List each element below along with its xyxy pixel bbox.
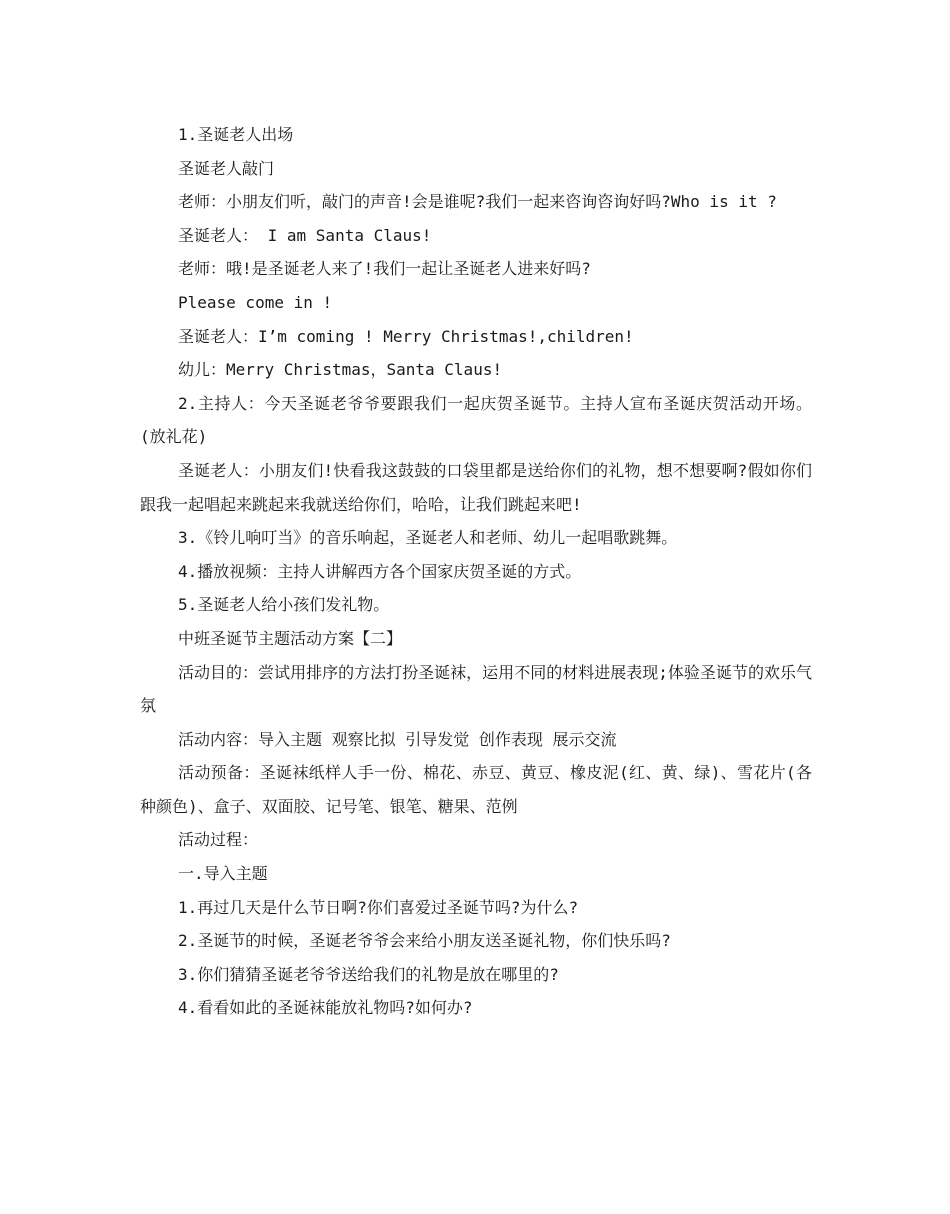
paragraph-santa-coming: 圣诞老人：I’m coming ! Merry Christmas!,children! bbox=[178, 326, 634, 346]
paragraph-activity-content: 活动内容：导入主题 观察比拟 引导发觉 创作表现 展示交流 bbox=[178, 729, 617, 749]
paragraph-question-1: 1.再过几天是什么节日啊?你们喜爱过圣诞节吗?为什么? bbox=[178, 897, 579, 917]
paragraph-host-announcement: 2.主持人：今天圣诞老爷爷要跟我们一起庆贺圣诞节。主持人宣布圣诞庆贺活动开场。(放礼花) bbox=[140, 393, 812, 447]
paragraph-intro-topic: 一.导入主题 bbox=[178, 864, 268, 884]
section-heading-plan-two: 中班圣诞节主题活动方案【二】 bbox=[178, 628, 403, 648]
paragraph-activity-materials: 活动预备：圣诞袜纸样人手一份、棉花、赤豆、黄豆、橡皮泥(红、黄、绿)、雪花片(各种颜色)、盒子、双面胶、记号笔、银笔、糖果、范例 bbox=[140, 763, 812, 816]
paragraph-give-gifts: 5.圣诞老人给小孩们发礼物。 bbox=[178, 595, 390, 615]
paragraph-video: 4.播放视频：主持人讲解西方各个国家庆贺圣诞的方式。 bbox=[178, 561, 582, 581]
paragraph-activity-goal: 活动目的：尝试用排序的方法打扮圣诞袜，运用不同的材料进展表现;体验圣诞节的欢乐气氛 bbox=[140, 662, 812, 716]
paragraph-question-3: 3.你们猜猜圣诞老爷爷送给我们的礼物是放在哪里的? bbox=[178, 964, 559, 984]
paragraph-please-come-in: Please come in ! bbox=[178, 292, 333, 312]
paragraph-santa-gifts: 圣诞老人：小朋友们!快看我这鼓鼓的口袋里都是送给你们的礼物，想不想要啊?假如你们跟我一起唱起来跳起来我就送给你们，哈哈，让我们跳起来吧! bbox=[140, 460, 812, 514]
paragraph-question-4: 4.看看如此的圣诞袜能放礼物吗?如何办? bbox=[178, 998, 473, 1018]
paragraph-santa-intro: 圣诞老人： I am Santa Claus! bbox=[178, 225, 432, 245]
paragraph-children-greeting: 幼儿：Merry Christmas，Santa Claus! bbox=[178, 360, 503, 380]
paragraph-santa-entrance: 1.圣诞老人出场 bbox=[178, 125, 294, 144]
paragraph-activity-process: 活动过程： bbox=[178, 830, 259, 850]
paragraph-santa-knocks: 圣诞老人敲门 bbox=[178, 158, 275, 178]
paragraph-teacher-invite: 老师：哦!是圣诞老人来了!我们一起让圣诞老人进来好吗? bbox=[178, 259, 591, 279]
paragraph-teacher-who-is-it: 老师：小朋友们听，敲门的声音!会是谁呢?我们一起来咨询咨询好吗?Who is it ? bbox=[178, 192, 777, 212]
paragraph-jingle-bells: 3.《铃儿响叮当》的音乐响起，圣诞老人和老师、幼儿一起唱歌跳舞。 bbox=[178, 528, 678, 548]
paragraph-question-2: 2.圣诞节的时候，圣诞老爷爷会来给小朋友送圣诞礼物，你们快乐吗? bbox=[178, 931, 671, 951]
document-body bbox=[140, 118, 812, 1025]
